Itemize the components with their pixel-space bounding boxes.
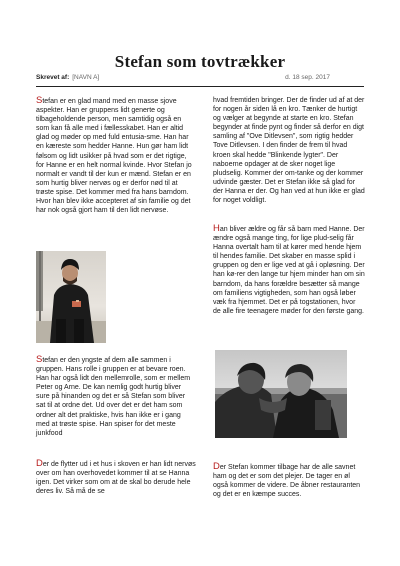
drop-cap: S [36,354,43,365]
section-intro [36,96,196,215]
paragraph-text: tefan er en glad mand med en masse sjove aspekter. Han er gruppens lidt generte og tilbageholdende person, men samtidig også en som kan få alle med i fællesskabet. Han er altid glad og møder op med fuld entusia-sme. Han har en kæreste som hedder Hanne. Hun gør ham lidt følsom og lidt usikker på hvad som er det rigtige, for Hanne er en helt normal kvinde. Hvor Stefan jo normalt er vandt til der kun er mænd. Stefan er en som hurtig bliver nervøs og er derfor nød til at trøste spise. Det kommer med fra hans barndom. Hvor han blev ikke accepteret af sin familie og det har nok også gjort ham til den lidt nervøse. [36,98,192,215]
photo-stefan-portrait [36,251,106,343]
paragraph-text: er de flytter ud i et hus i skoven er han lidt nervøs over om han overhovedet kommer til at se Hanna igen. Det virker som om at de skal bo derude hele deres liv. Så må de se [36,461,196,496]
drop-cap: S [36,95,43,106]
photo-stefan-hanne [215,350,347,438]
section-return [213,462,365,499]
section-move [36,459,196,496]
byline [36,74,364,87]
article-date: d. 18 sep. 2017 [285,74,330,81]
section-family [213,224,365,316]
section-role [36,355,196,438]
couple-image [215,350,347,438]
drop-cap: H [213,223,220,234]
byline-label: Skrevet af: [36,74,70,81]
paragraph-text: hvad fremtiden bringer. Der de finder ud af at der for nogen år siden lå en kro. Tænker de hurtigt og vælger at begynde at starte en kro. Stefan begynder at finde pynt og finder så derfor en digt samling af "Ove Ditlevsen", som rigtig hedder Tove Ditlevsen. I den finder de frem til hvad kroen skal hedde "Blinkende lygter". Der naboerne opdager at de sker noget lige pludselig. Kommer der om-tanke og der kommer udvinde gæster. Det er Stefan ikke så glad for der Hanna er der. Og han ved at hun ikke er glad for noget voldligt. [213,97,365,205]
article-title: Stefan som tovtrækker [114,52,286,71]
portrait-image [36,251,106,343]
drop-cap: D [213,461,220,472]
author-name: [NAVN A] [72,74,100,81]
section-kro [213,96,365,205]
drop-cap: D [36,458,43,469]
paragraph-text: er Stefan kommer tilbage har de alle savnet ham og det er som det plejer. De tager en øl også kommer de videre. De åbner restauranten og det er en kæmpe succes. [213,464,361,499]
paragraph-text: an bliver ældre og får så barn med Hanne. Der ændre også mange ting, for lige plud-selig får Hanna overtalt ham til at kører med hende hjem til hendes familie. Det skaber en masse splid i gruppen og den er lige ved at gå i opløsning. Der han kø-rer den lange tur hjem minder han om sin barndom, da hans forældre besætter så mange om familiens vigtigheden, som han også løber væk fra hjemmet. Det er på togstationen, hvor de alle fire teenagere møder for den første gang. [213,226,365,315]
paragraph-text: tefan er den yngste af dem alle sammen i gruppen. Hans rolle i gruppen er at bevare roen. Han har også lidt den mellemrolle, som er mellem Peter og Arne. De kan nemlig godt hurtig bliver sure på hinanden og det er så Stefan som bliver sat til at ordne det. Ud over det er det ham som ordner alt det praktiske, hvis han ikke er i gang med at trøste spise. Han spiser for det meste junkfood [36,357,191,437]
